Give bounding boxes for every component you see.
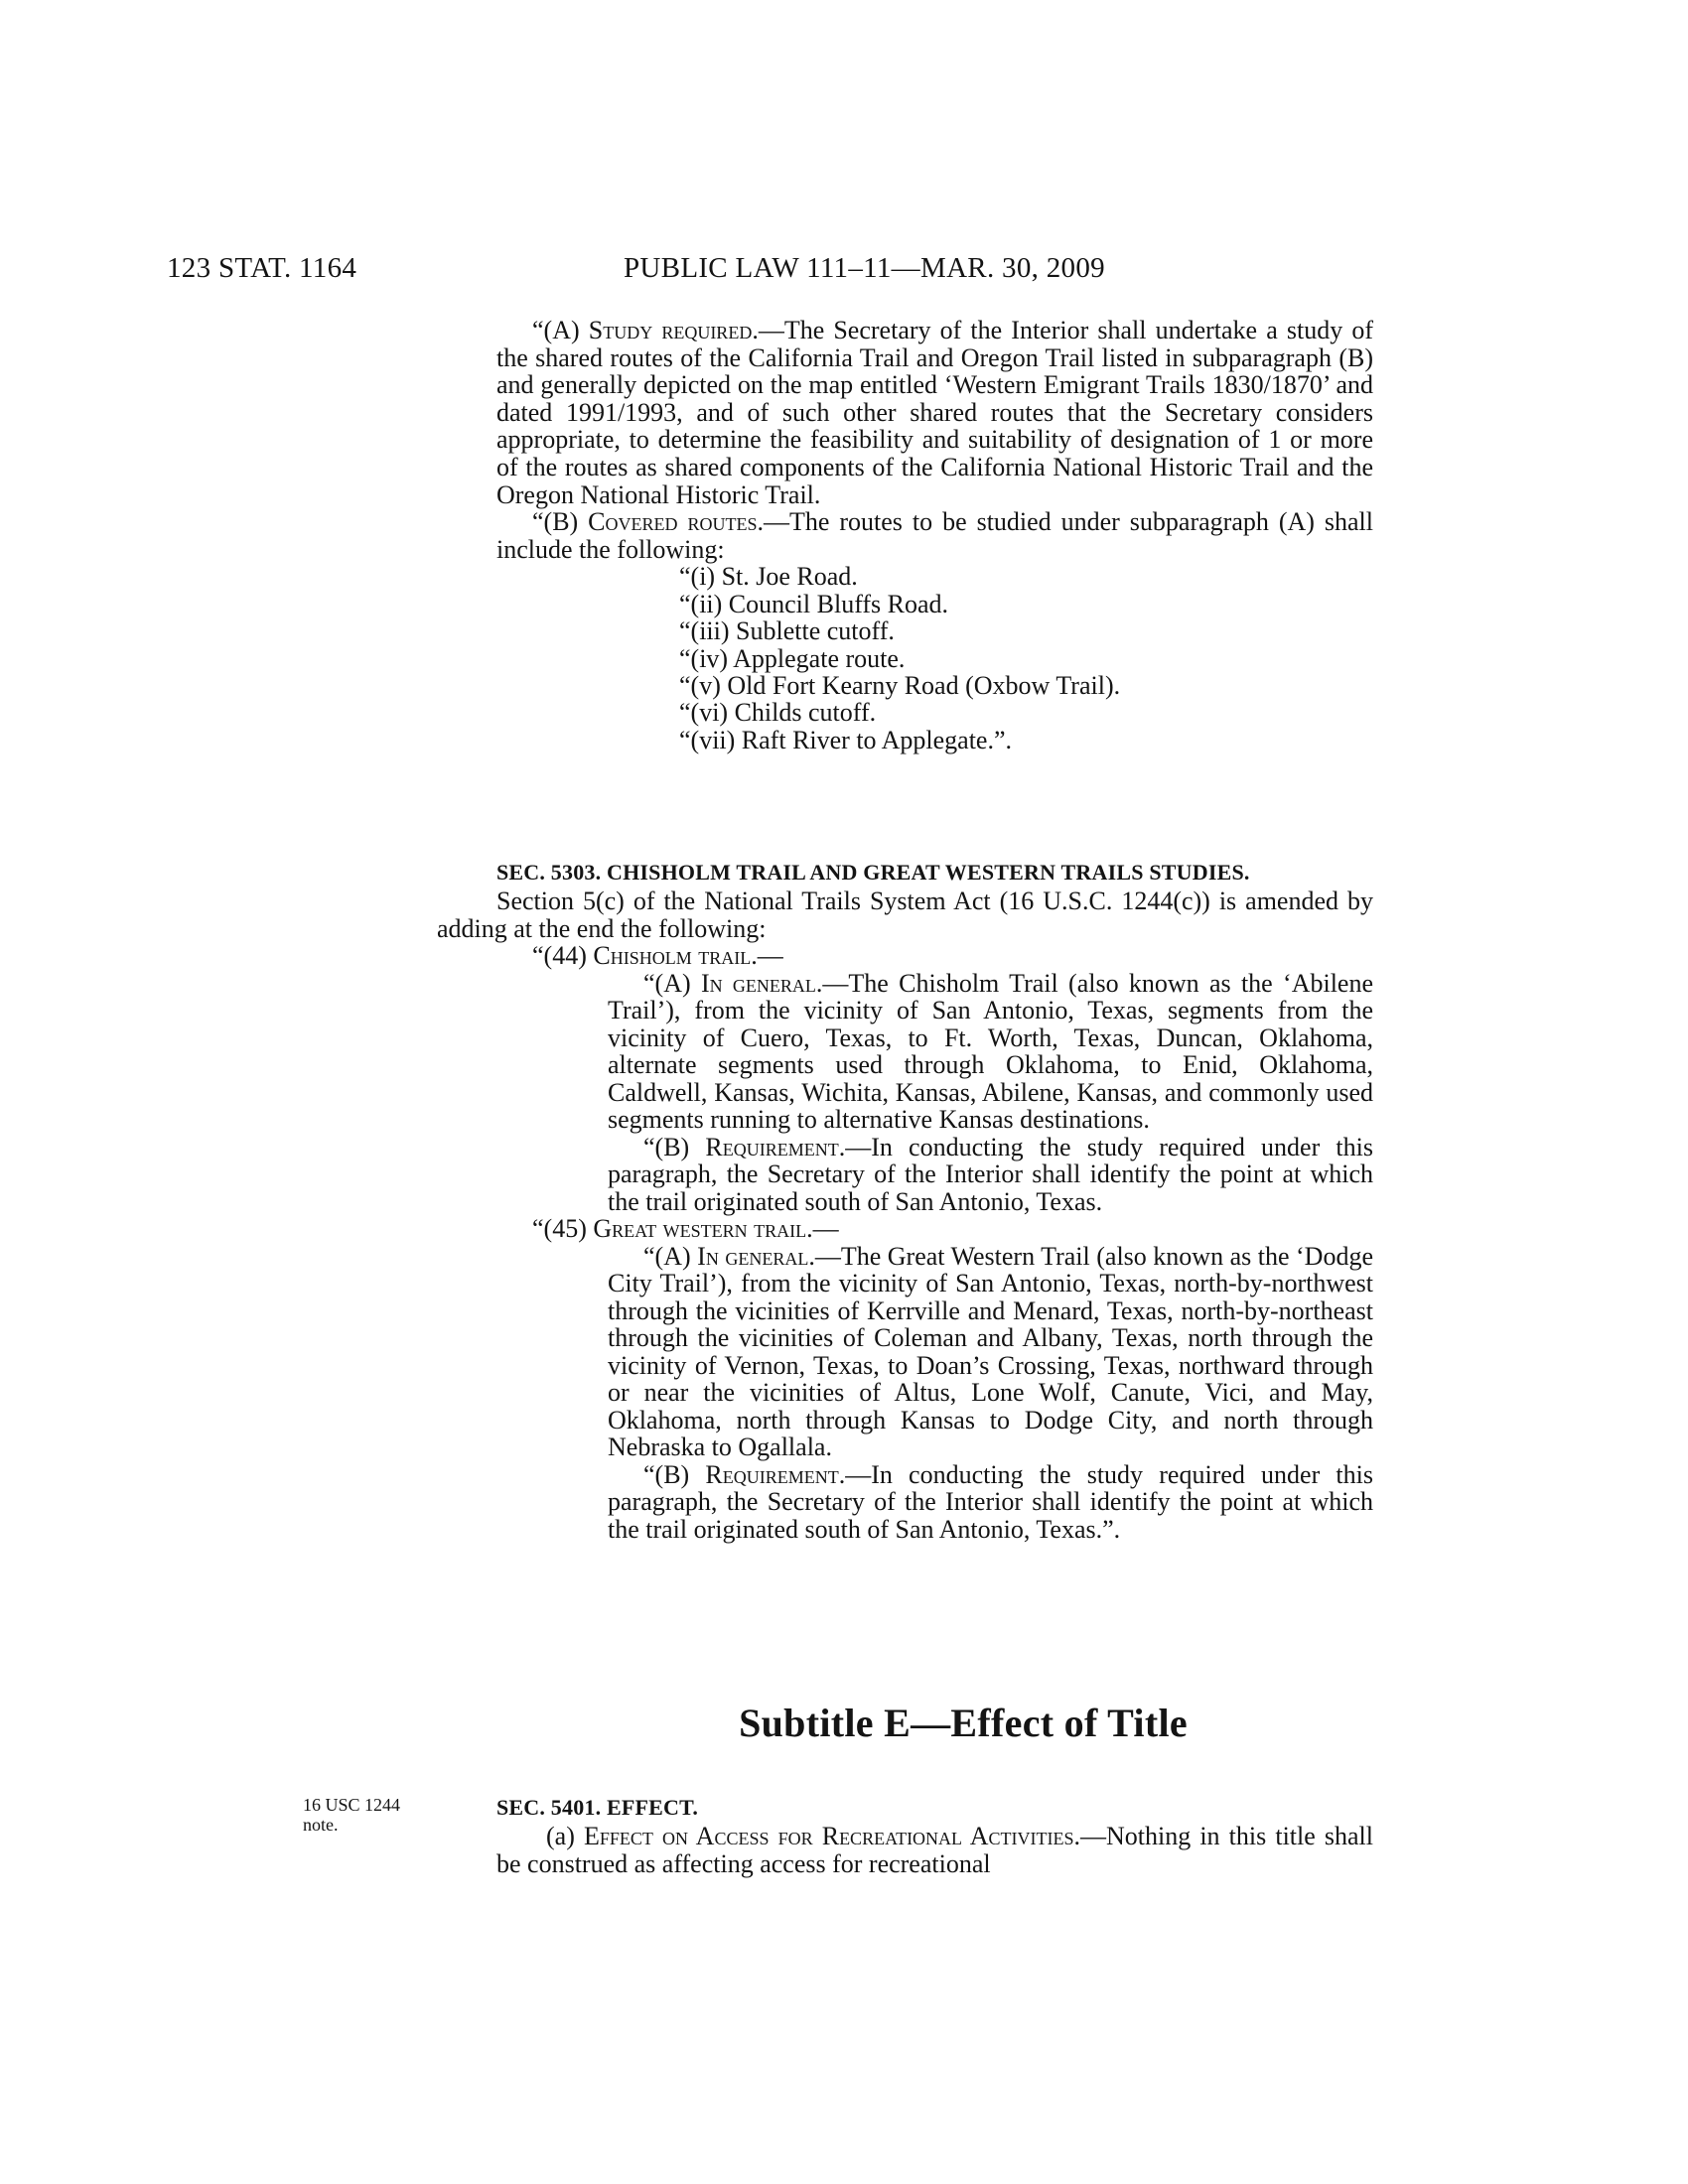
- caption-in-general: In general: [697, 1241, 809, 1271]
- list-item: “(iii) Sublette cutoff.: [679, 616, 895, 646]
- section-5303-body: [437, 887, 1374, 1544]
- caption-great-western-trail: Great western trail: [593, 1214, 807, 1243]
- para-44-b: “(B) Requirement.—In conducting the study required under this paragraph, the Secretary of the Interior shall identify the point at which the trail originated south of San Antonio, Texas.: [608, 1132, 1373, 1216]
- para-44-heading: “(44) Chisholm trail.—: [532, 941, 783, 970]
- section-5401-body: [496, 1823, 1373, 1877]
- section-5303-lead: Section 5(c) of the National Trails System Act (16 U.S.C. 1244(c)) is amended by adding at the end the following:: [437, 887, 1373, 943]
- subtitle-heading: Subtitle E—Effect of Title: [739, 1701, 1188, 1745]
- list-item: “(v) Old Fort Kearny Road (Oxbow Trail).: [679, 670, 1121, 700]
- caption-requirement: Requirement: [705, 1132, 839, 1161]
- caption-study-required: Study required: [588, 316, 753, 344]
- para-45-a: “(A) In general.—The Great Western Trail (also known as the ‘Dodge City Trail’), from the vicinity of San Antonio, Texas, north-by-northwest through the vicinities of Kerrville and Menard, Texas, north-by-northeast through the vicinities of Coleman and Albany, Texas, north through the vicinity of Vernon, Texas, to Doan’s Crossing, Texas, northward through or near the vicinities of Altus, Lone Wolf, Canute, Vici, and May, Oklahoma, north through Kansas to Dodge City, and north through Nebraska to Ogallala.: [608, 1241, 1374, 1461]
- section-heading-5303: SEC. 5303. CHISHOLM TRAIL AND GREAT WESTERN TRAILS STUDIES.: [496, 860, 1250, 885]
- para-b-covered-routes: “(B) Covered routes.—The routes to be studied under subparagraph (A) shall include the following:: [496, 507, 1373, 564]
- page-stat-number: 123 STAT. 1164: [167, 252, 357, 284]
- list-item: “(iv) Applegate route.: [679, 643, 906, 673]
- list-item: “(i) St. Joe Road.: [679, 562, 858, 592]
- para-45-b: “(B) Requirement.—In conducting the study required under this paragraph, the Secretary of the Interior shall identify the point at which the trail originated south of San Antonio, Texas.”.: [608, 1459, 1373, 1544]
- caption-in-general: In general: [700, 968, 816, 998]
- caption-covered-routes: Covered routes: [588, 507, 758, 537]
- caption-requirement: Requirement: [705, 1459, 839, 1489]
- study-paragraphs: [496, 317, 1373, 753]
- margin-note: 16 USC 1244 note.: [303, 1795, 401, 1835]
- caption-chisholm-trail: Chisholm trail: [593, 941, 752, 970]
- route-list: [496, 563, 1373, 753]
- para-44-a: “(A) In general.—The Chisholm Trail (also known as the ‘Abilene Trail’), from the vicinity of San Antonio, Texas, segments from the vicinity of Cuero, Texas, to Ft. Worth, Texas, Duncan, Oklahoma, alternate segments used through Oklahoma, to Enid, Oklahoma, Caldwell, Kansas, Wichita, Kansas, Abilene, Kansas, and commonly used segments running to alternative Kansas destinations.: [608, 968, 1373, 1134]
- running-header: PUBLIC LAW 111–11—MAR. 30, 2009: [624, 252, 1105, 284]
- para-45-heading: “(45) Great western trail.—: [532, 1214, 839, 1243]
- section-heading-5401: SEC. 5401. EFFECT.: [496, 1795, 699, 1820]
- para-a-study-required: “(A) Study required.—The Secretary of the Interior shall undertake a study of the shared routes of the California Trail and Oregon Trail listed in subparagraph (B) and generally depicted on the map entitled ‘Western Emigrant Trails 1830/1870’ and dated 1991/1993, and of such other shared routes that the Secretary considers appropriate, to determine the feasibility and suitability of designation of 1 or more of the routes as shared components of the California National Historic Trail and the Oregon National Historic Trail.: [496, 316, 1373, 509]
- list-item: “(vii) Raft River to Applegate.”.: [679, 725, 1013, 754]
- list-item: “(ii) Council Bluffs Road.: [679, 589, 949, 618]
- para-a-effect-on-access: (a) Effect on Access for Recreational Activities.—Nothing in this title shall be construed as affecting access for recreational: [496, 1822, 1374, 1878]
- list-item: “(vi) Childs cutoff.: [679, 698, 877, 728]
- caption-effect-on-access: Effect on Access for Recreational Activities: [583, 1822, 1074, 1850]
